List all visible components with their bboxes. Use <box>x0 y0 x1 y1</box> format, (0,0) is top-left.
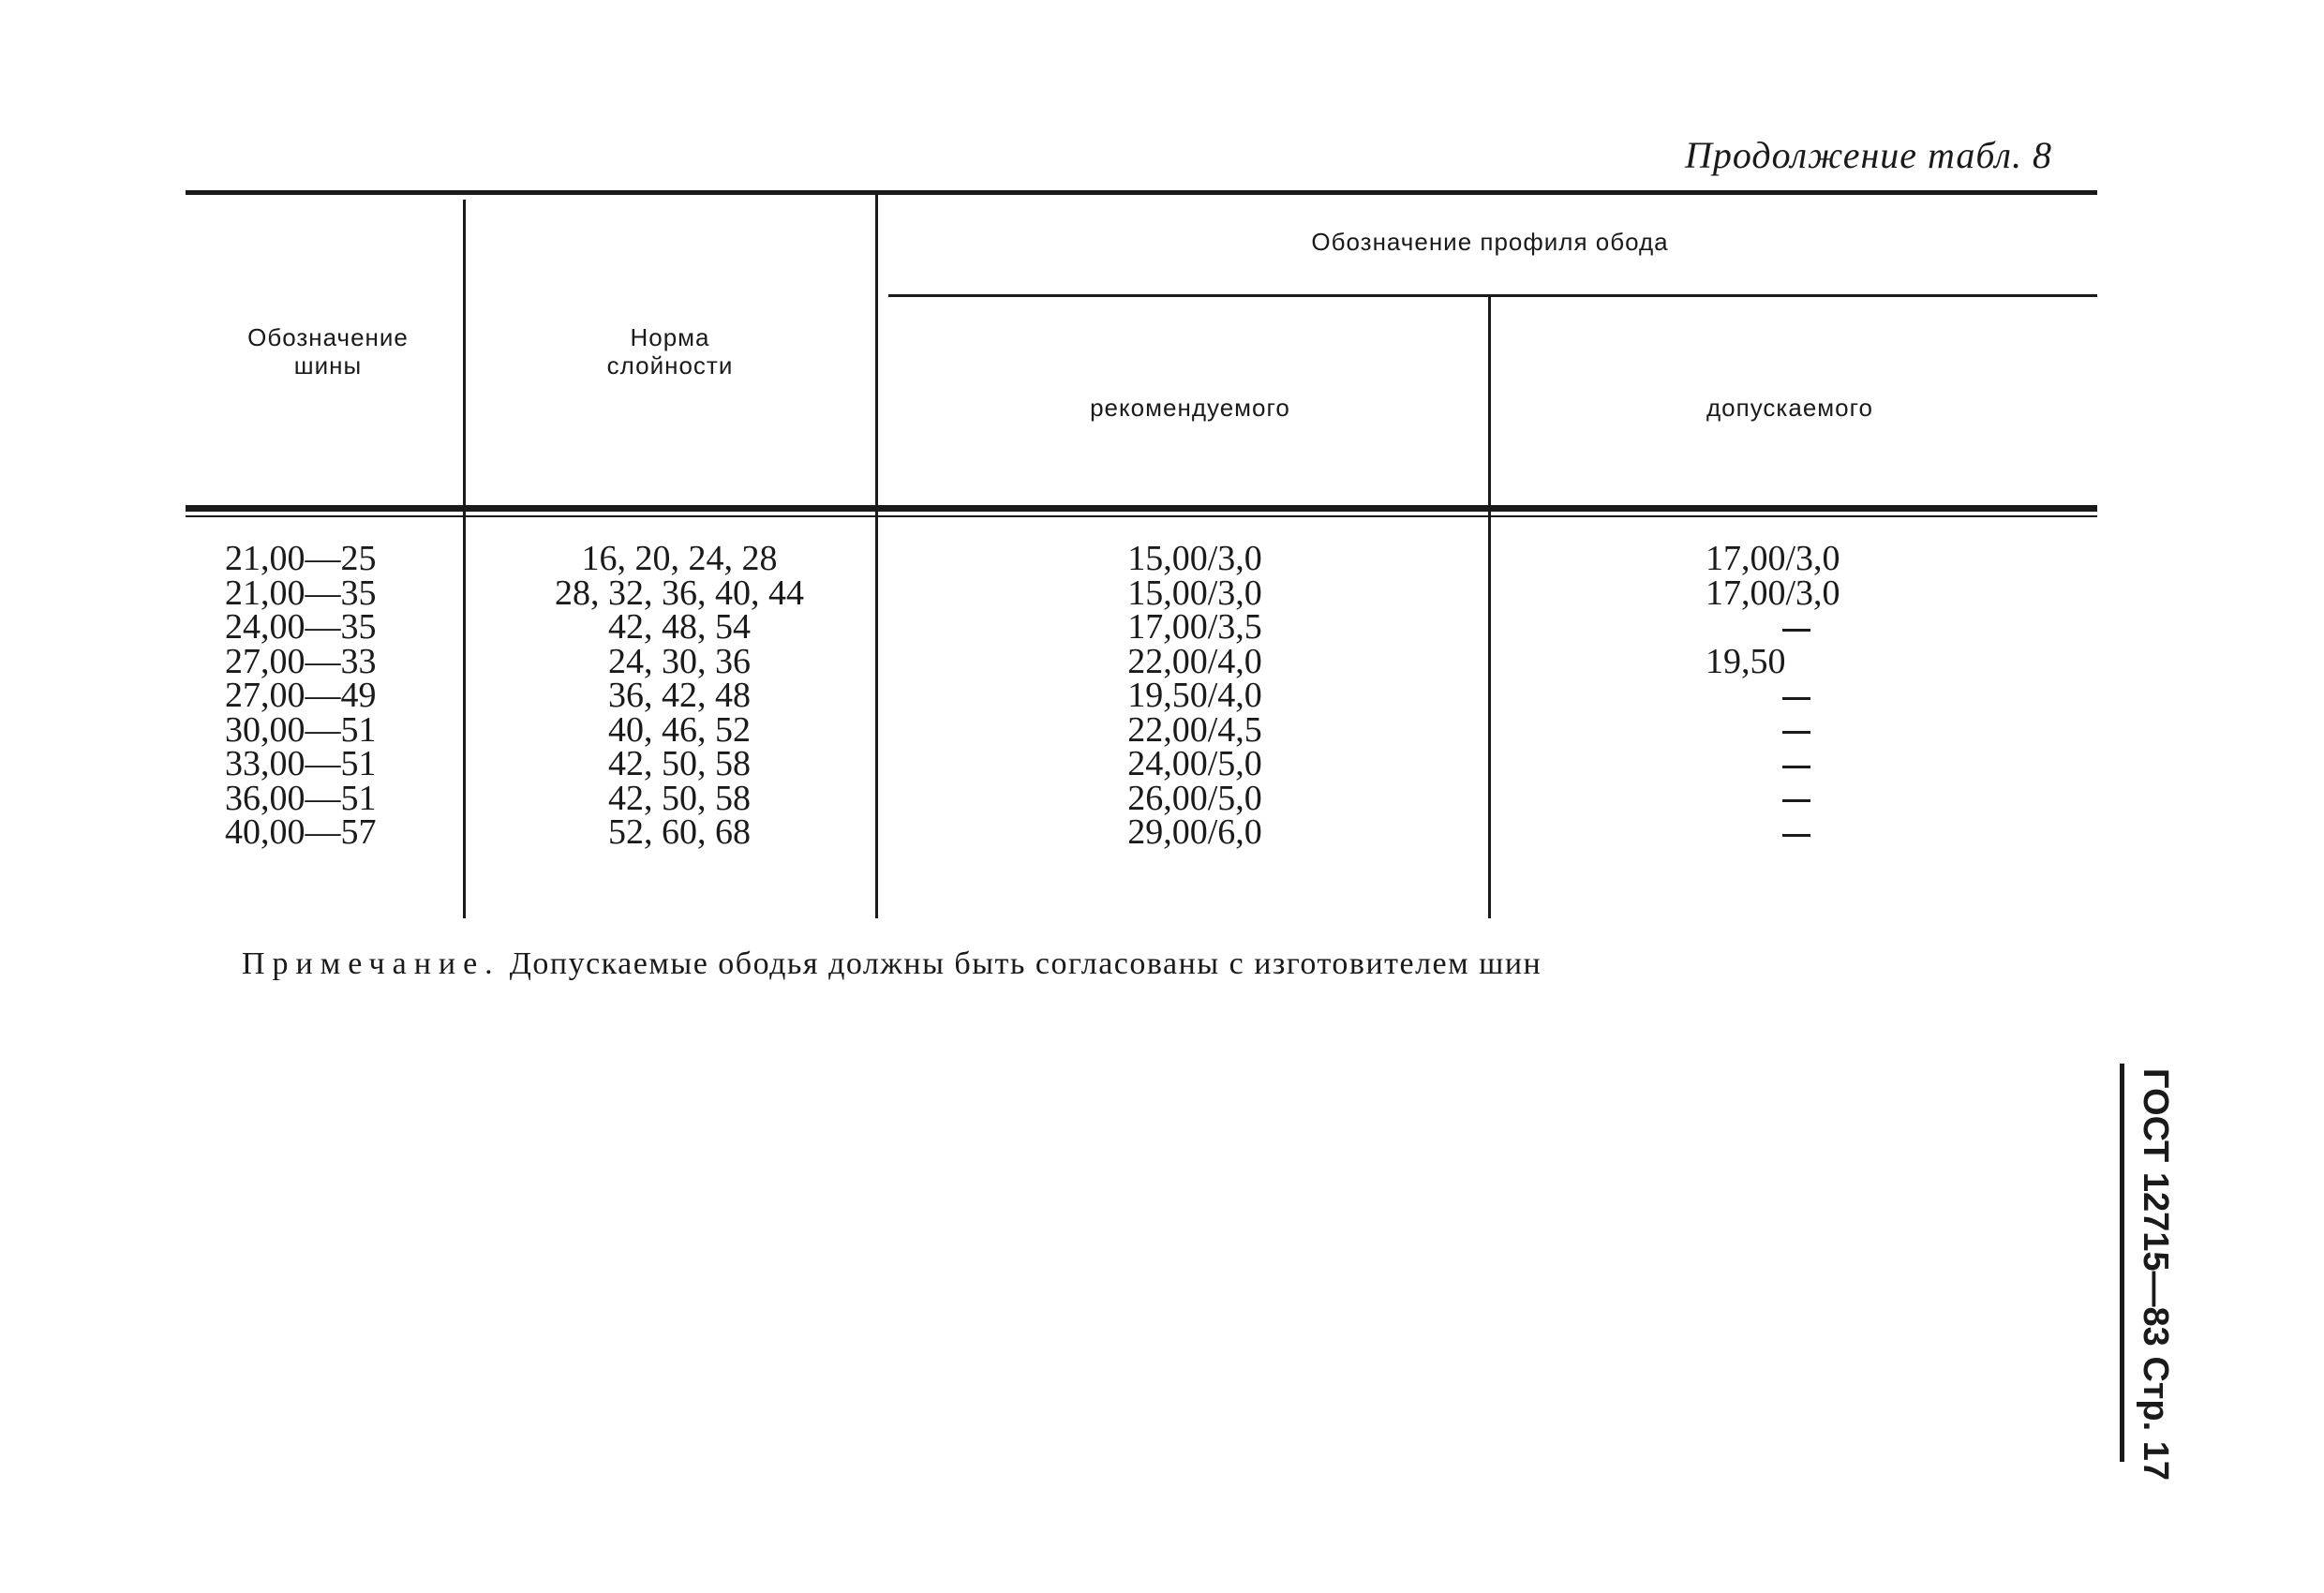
header-ply-line-2: слойности <box>606 351 734 380</box>
cell-ply: 28, 32, 36, 40, 44 <box>555 573 804 613</box>
empty-value-dash <box>1782 629 1810 632</box>
cell-recommended: 15,00/3,0 <box>1127 539 1262 578</box>
cell-permitted: 19,50 <box>1706 641 1786 681</box>
cell-recommended: 24,00/5,0 <box>1127 744 1262 783</box>
header-bottom-rule <box>186 505 2097 512</box>
cell-recommended: 26,00/5,0 <box>1127 778 1262 818</box>
empty-value-dash <box>1782 834 1810 837</box>
cell-permitted <box>1706 610 1865 645</box>
cell-ply: 16, 20, 24, 28 <box>581 539 778 578</box>
cell-ply: 36, 42, 48 <box>608 676 751 715</box>
cell-tire: 30,00—51 <box>225 709 377 750</box>
cell-ply: 42, 50, 58 <box>608 778 751 818</box>
cell-recommended: 22,00/4,5 <box>1127 709 1262 750</box>
cell-tire: 33,00—51 <box>225 744 377 783</box>
cell-ply: 24, 30, 36 <box>608 641 751 681</box>
header-recommended: рекомендуемого <box>1090 394 1290 422</box>
cell-recommended: 22,00/4,0 <box>1127 641 1262 681</box>
cell-permitted <box>1706 782 1865 816</box>
column-tire <box>225 539 403 852</box>
header-tire <box>197 323 459 380</box>
note-label: Примечание. <box>242 946 500 981</box>
table-note <box>242 946 1542 982</box>
cell-tire: 24,00—35 <box>225 607 377 647</box>
cell-ply: 42, 48, 54 <box>608 607 751 647</box>
col-divider-3 <box>1488 297 1491 918</box>
rim-group-rule <box>888 294 2097 297</box>
header-ply <box>553 323 787 380</box>
cell-tire: 27,00—49 <box>225 676 377 715</box>
column-recommended <box>1031 539 1359 852</box>
column-ply <box>506 539 853 852</box>
header-permitted: допускаемого <box>1706 394 1873 422</box>
header-tire-line-1: Обозначение <box>247 323 409 351</box>
cell-permitted <box>1706 713 1865 748</box>
header-rim-group: Обозначение профиля обода <box>1311 228 1669 256</box>
cell-tire: 21,00—25 <box>225 539 377 578</box>
cell-ply: 42, 50, 58 <box>608 744 751 783</box>
cell-tire: 36,00—51 <box>225 778 377 818</box>
header-ply-line-1: Норма <box>630 323 710 351</box>
side-page-label: ГОСТ 12715—83 Стр. 17 <box>2136 1068 2175 1481</box>
cell-permitted: 17,00/3,0 <box>1706 539 1840 578</box>
side-rule <box>2120 1064 2124 1462</box>
col-divider-1 <box>463 200 466 918</box>
empty-value-dash <box>1782 731 1810 734</box>
cell-tire: 21,00—35 <box>225 573 377 613</box>
table-top-rule <box>186 190 2097 195</box>
header-bottom-thin-rule <box>186 515 2097 517</box>
note-text: Допускаемые ободья должны быть согласованы с изготовителем шин <box>509 946 1542 981</box>
empty-value-dash <box>1782 766 1810 768</box>
cell-permitted <box>1706 747 1865 782</box>
column-permitted <box>1706 539 1865 850</box>
col-divider-2 <box>875 194 878 918</box>
cell-permitted <box>1706 678 1865 713</box>
cell-permitted: 17,00/3,0 <box>1706 573 1840 613</box>
cell-recommended: 29,00/6,0 <box>1127 812 1262 852</box>
cell-tire: 40,00—57 <box>225 812 377 852</box>
header-tire-line-2: шины <box>293 351 363 380</box>
table-caption: Продолжение табл. 8 <box>1684 134 2052 176</box>
empty-value-dash <box>1782 799 1810 802</box>
cell-recommended: 19,50/4,0 <box>1127 676 1262 715</box>
cell-permitted <box>1706 815 1865 850</box>
cell-ply: 52, 60, 68 <box>608 812 751 852</box>
cell-tire: 27,00—33 <box>225 641 377 681</box>
cell-ply: 40, 46, 52 <box>608 709 751 750</box>
cell-recommended: 17,00/3,5 <box>1127 607 1262 647</box>
empty-value-dash <box>1782 697 1810 700</box>
cell-recommended: 15,00/3,0 <box>1127 573 1262 613</box>
